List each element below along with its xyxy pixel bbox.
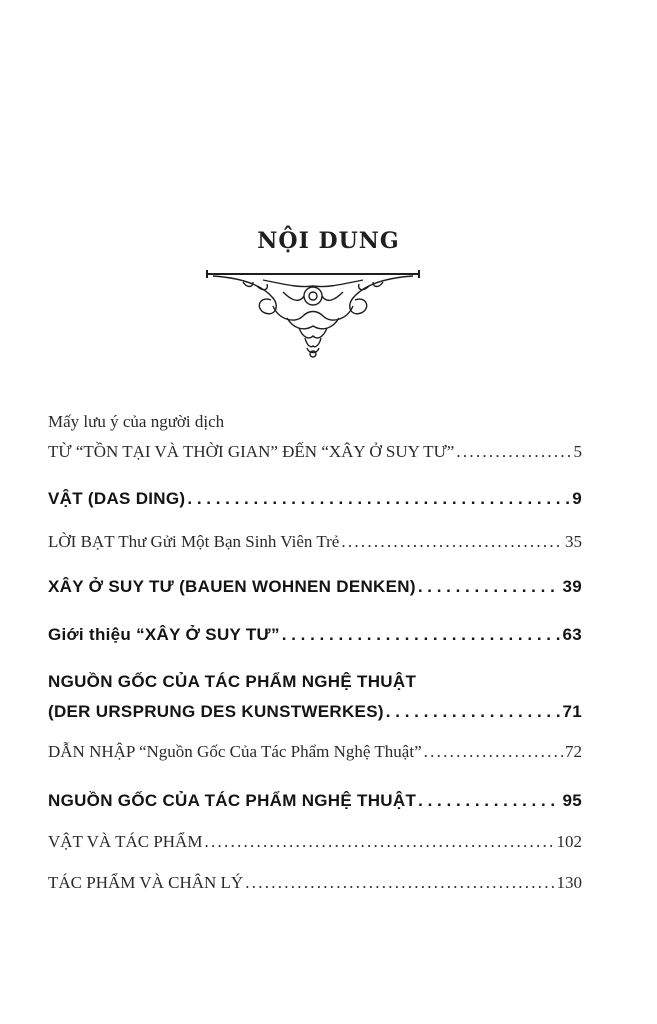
toc-entry-xay-o-suy-tu[interactable] (48, 577, 582, 597)
toc-entry-label: XÂY Ở SUY TƯ (BAUEN WOHNEN DENKEN) (48, 577, 416, 596)
toc-page-number: 72 (565, 742, 582, 761)
toc-page-number: 95 (562, 791, 582, 810)
toc-page-number: 63 (562, 625, 582, 644)
toc-page-number: 5 (573, 442, 582, 461)
dot-leader (418, 791, 560, 811)
toc-page-number: 39 (562, 577, 582, 596)
toc-page-number: 102 (556, 832, 582, 851)
translator-note: Mấy lưu ý của người dịch (48, 412, 225, 431)
toc-entry-nguon-goc-der-ursprung[interactable] (48, 702, 582, 722)
toc-page-number: 71 (562, 702, 582, 721)
dot-leader (245, 873, 554, 893)
toc-entry-label: VẬT (DAS DING) (48, 489, 186, 508)
toc-entry-label-line1: NGUỒN GỐC CỦA TÁC PHẨM NGHỆ THUẬT (48, 672, 417, 691)
dot-leader (456, 442, 571, 462)
toc-page-number: 130 (556, 873, 582, 892)
toc-entry-nguon-goc[interactable] (48, 791, 582, 811)
dot-leader (386, 702, 561, 722)
toc-entry-label: TÁC PHẨM VÀ CHÂN LÝ (48, 873, 244, 892)
toc-entry-tac-pham-va-chan-ly[interactable] (48, 873, 582, 893)
dot-leader (204, 832, 554, 852)
dot-leader (282, 625, 561, 645)
dot-leader (187, 489, 570, 509)
page-title: NỘI DUNG (257, 228, 400, 254)
toc-entry-label: LỜI BẠT Thư Gửi Một Bạn Sinh Viên Trẻ (48, 532, 340, 551)
toc-page-number: 9 (572, 489, 582, 508)
toc-entry-label: (DER URSPRUNG DES KUNSTWERKES) (48, 702, 384, 721)
toc-entry-label: Giới thiệu “XÂY Ở SUY TƯ” (48, 625, 280, 644)
dot-leader (341, 532, 563, 552)
toc-entry-vat-va-tac-pham[interactable] (48, 832, 582, 852)
toc-entry-label: TỪ “TỒN TẠI VÀ THỜI GIAN” ĐẾN “XÂY Ở SUY TƯ” (48, 442, 455, 461)
toc-entry-loi-bat[interactable] (48, 532, 582, 552)
dot-leader (418, 577, 561, 597)
toc-entry-label: VẬT VÀ TÁC PHẨM (48, 832, 203, 851)
toc-entry-vat[interactable] (48, 489, 582, 509)
toc-entry-intro[interactable] (48, 442, 582, 462)
decorative-flourish-icon (203, 266, 423, 360)
toc-entry-dan-nhap[interactable] (48, 742, 582, 762)
toc-entry-label: NGUỒN GỐC CỦA TÁC PHẨM NGHỆ THUẬT (48, 791, 417, 810)
toc-entry-gioi-thieu[interactable] (48, 625, 582, 645)
toc-entry-label: DẪN NHẬP “Nguồn Gốc Của Tác Phẩm Nghệ Thuật” (48, 742, 422, 761)
dot-leader (424, 742, 563, 762)
toc-page-number: 35 (565, 532, 582, 551)
